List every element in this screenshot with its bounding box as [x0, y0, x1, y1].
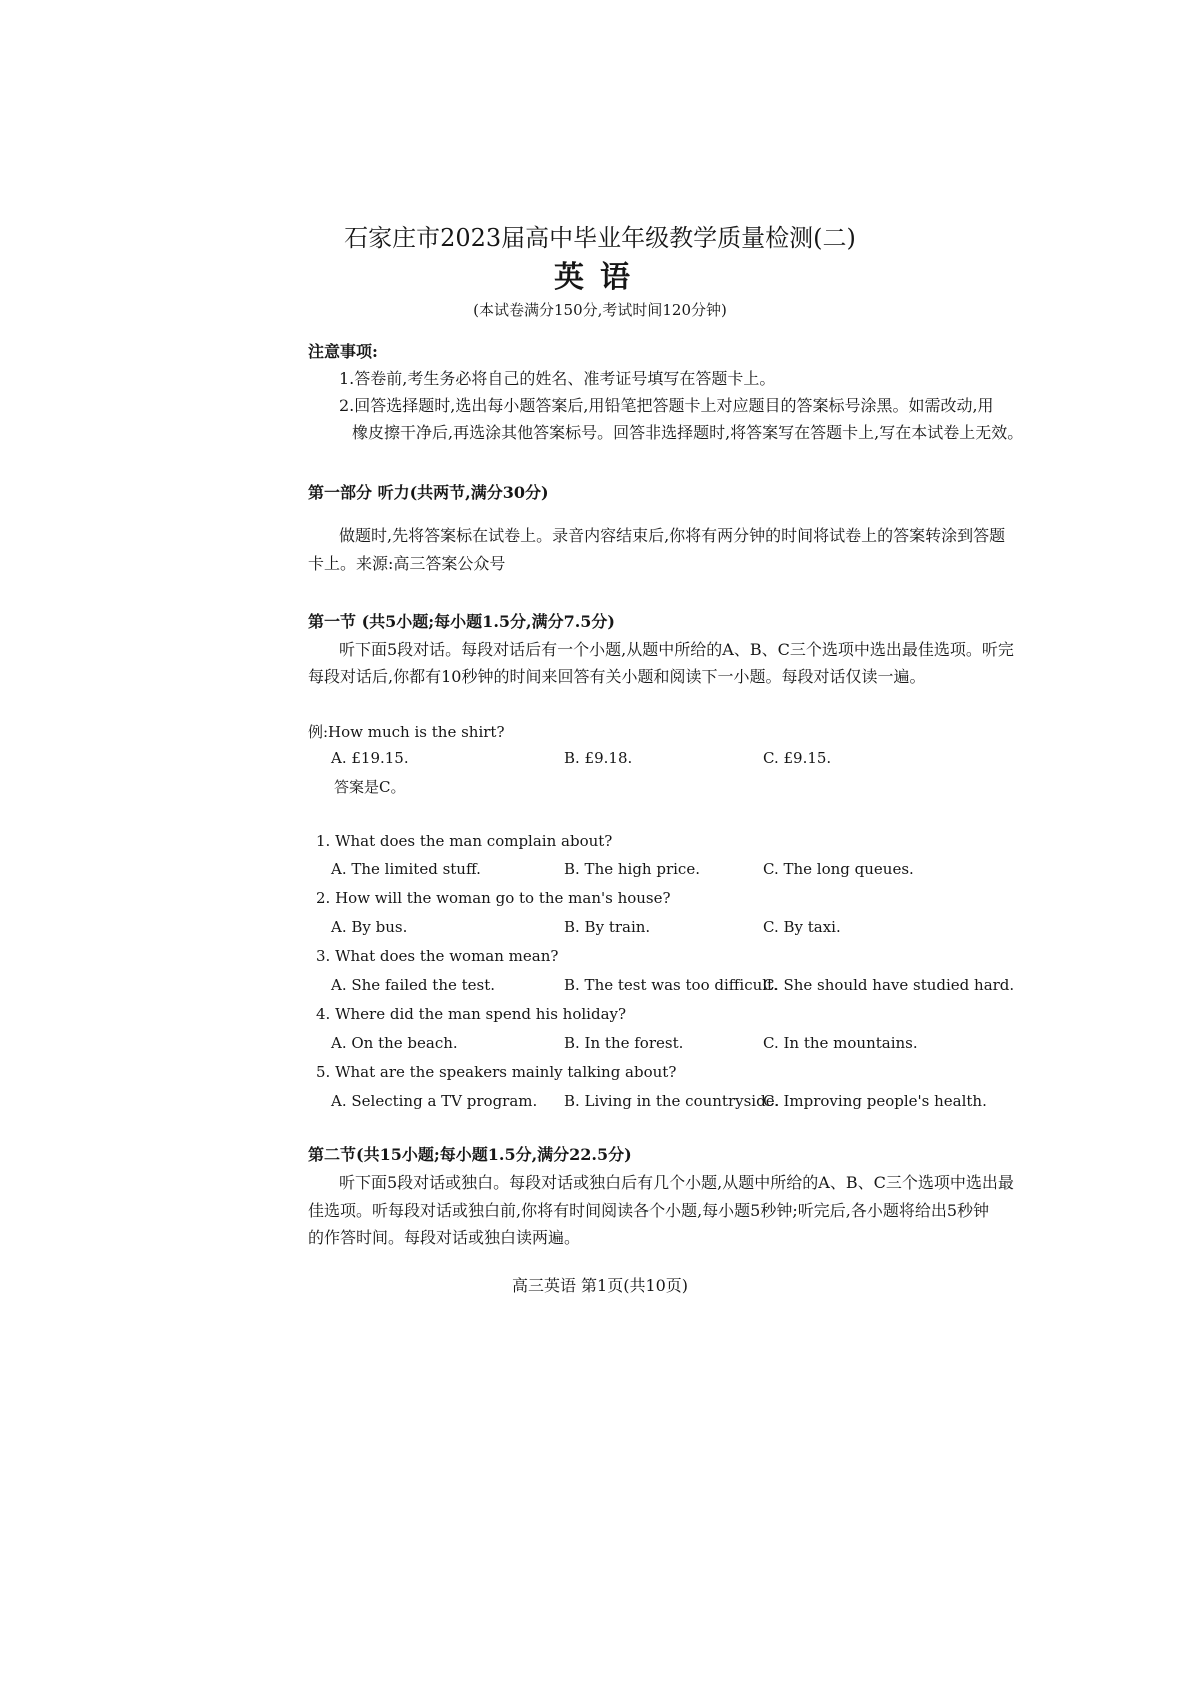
notice-item-2-line-2: 橡皮擦干净后,再选涂其他答案标号。回答非选择题时,将答案写在答题卡上,写在本试卷上无效。	[352, 423, 1024, 442]
question-1-option-b: B. The high price.	[564, 860, 700, 878]
section2-intro-line-2: 佳选项。听每段对话或独白前,你将有时间阅读各个小题,每小题5秒钟;听完后,各小题将给出5秒钟	[308, 1201, 990, 1220]
question-2-option-b: B. By train.	[564, 918, 651, 936]
question-5-option-c: C. Improving people's health.	[763, 1092, 987, 1110]
example-question: 例:How much is the shirt?	[308, 723, 505, 741]
question-1-option-c: C. The long queues.	[763, 860, 914, 878]
section1-intro-line-1: 听下面5段对话。每段对话后有一个小题,从题中所给的A、B、C三个选项中选出最佳选项。听完	[339, 640, 1014, 659]
section1-intro-line-2: 每段对话后,你都有10秒钟的时间来回答有关小题和阅读下一小题。每段对话仅读一遍。	[308, 667, 926, 686]
question-2-option-c: C. By taxi.	[763, 918, 841, 936]
notice-item-2-line-1: 2.回答选择题时,选出每小题答案后,用铅笔把答题卡上对应题目的答案标号涂黑。如需改动,用	[339, 396, 994, 415]
question-5-option-b: B. Living in the countryside.	[564, 1092, 780, 1110]
question-5: 5. What are the speakers mainly talking about?	[316, 1063, 677, 1081]
question-5-option-a: A. Selecting a TV program.	[331, 1092, 538, 1110]
subject-title: 英语	[554, 260, 646, 295]
question-2-option-a: A. By bus.	[331, 918, 408, 936]
question-4-option-b: B. In the forest.	[564, 1034, 684, 1052]
section2-intro-line-3: 的作答时间。每段对话或独白读两遍。	[308, 1228, 581, 1247]
example-option-c: C. £9.15.	[763, 749, 832, 767]
exam-title: 石家庄市2023届高中毕业年级教学质量检测(二)	[344, 224, 856, 252]
part1-heading: 第一部分 听力(共两节,满分30分)	[308, 483, 549, 502]
question-3-option-a: A. She failed the test.	[331, 976, 496, 994]
question-4-option-a: A. On the beach.	[331, 1034, 458, 1052]
question-3-option-c: C. She should have studied hard.	[763, 976, 1015, 994]
question-1: 1. What does the man complain about?	[316, 832, 613, 850]
part1-intro-line-1: 做题时,先将答案标在试卷上。录音内容结束后,你将有两分钟的时间将试卷上的答案转涂到答题	[339, 526, 1006, 545]
section1-heading: 第一节 (共5小题;每小题1.5分,满分7.5分)	[308, 612, 615, 631]
question-4: 4. Where did the man spend his holiday?	[316, 1005, 627, 1023]
notice-heading: 注意事项:	[308, 342, 378, 361]
question-2: 2. How will the woman go to the man's house?	[316, 889, 671, 907]
question-3: 3. What does the woman mean?	[316, 947, 559, 965]
part1-intro-line-2: 卡上。来源:高三答案公众号	[308, 554, 506, 573]
example-answer: 答案是C。	[334, 778, 406, 796]
example-option-a: A. £19.15.	[331, 749, 409, 767]
exam-info: (本试卷满分150分,考试时间120分钟)	[473, 301, 727, 319]
example-option-b: B. £9.18.	[564, 749, 633, 767]
section2-intro-line-1: 听下面5段对话或独白。每段对话或独白后有几个小题,从题中所给的A、B、C三个选项中选出最	[339, 1173, 1014, 1192]
notice-item-1: 1.答卷前,考生务必将自己的姓名、准考证号填写在答题卡上。	[339, 369, 776, 388]
question-3-option-b: B. The test was too difficult.	[564, 976, 778, 994]
question-4-option-c: C. In the mountains.	[763, 1034, 918, 1052]
question-1-option-a: A. The limited stuff.	[331, 860, 481, 878]
section2-heading: 第二节(共15小题;每小题1.5分,满分22.5分)	[308, 1145, 632, 1164]
page-footer: 高三英语 第1页(共10页)	[511, 1276, 689, 1295]
